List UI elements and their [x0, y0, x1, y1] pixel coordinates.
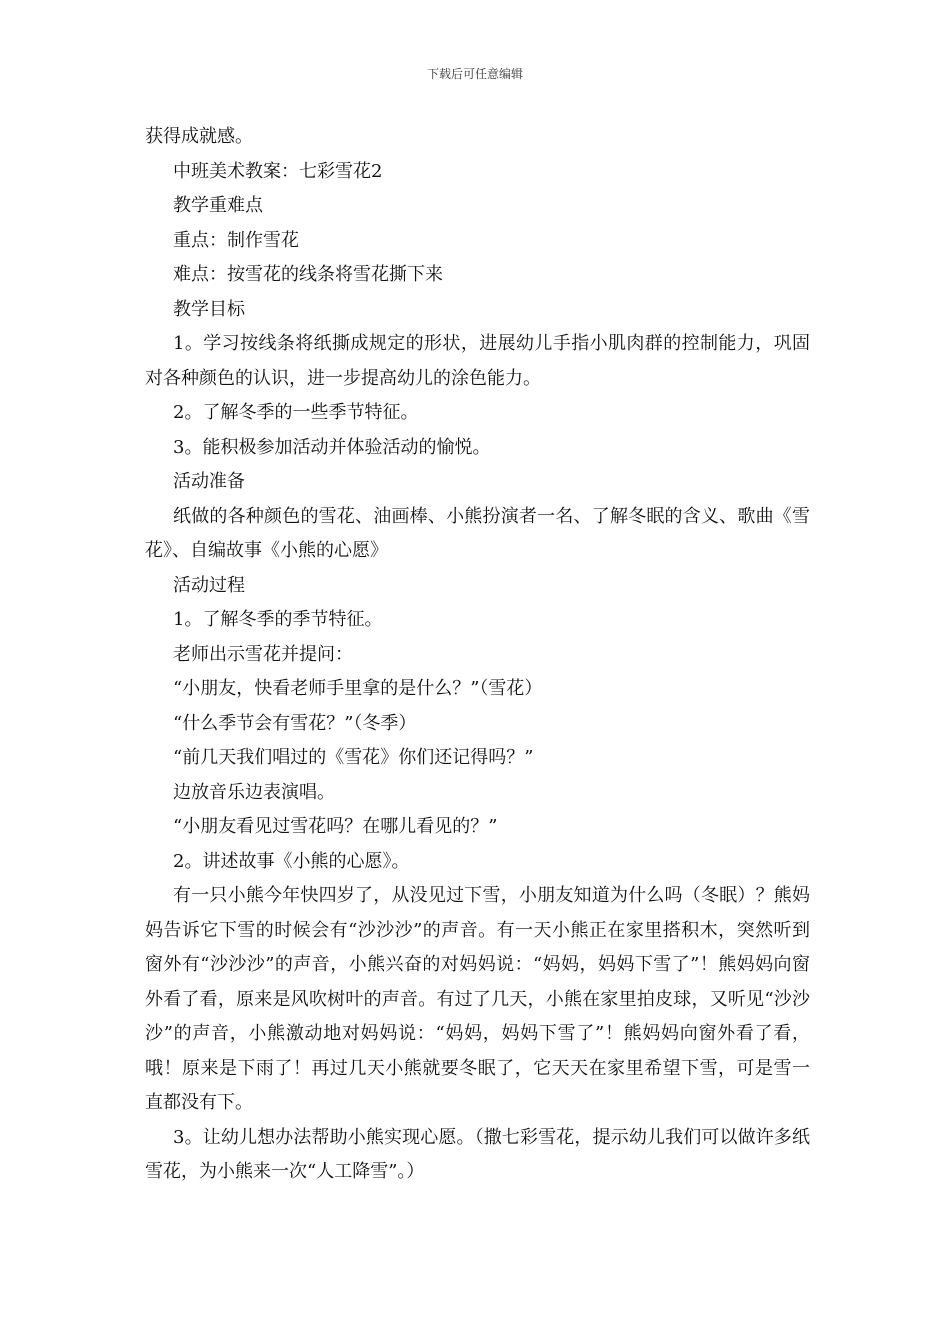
- paragraph: 老师出示雪花并提问：: [173, 643, 353, 665]
- section-heading: 教学目标: [173, 298, 245, 320]
- list-item: 2。了解冬季的一些季节特征。: [173, 402, 419, 423]
- list-item: 2。讲述故事《小熊的心愿》。: [173, 850, 410, 872]
- list-item: 3。让幼儿想办法帮助小熊实现心愿。（撒七彩雪花，提示幼儿我们可以做许多纸雪花，为小熊来一次“人工降雪”。）: [145, 1126, 810, 1182]
- quote-line: “什么季节会有雪花？”（冬季）: [173, 712, 417, 734]
- list-item: 3。能积极参加活动并体验活动的愉悦。: [173, 436, 491, 458]
- list-item: 1。了解冬季的季节特征。: [173, 609, 383, 630]
- story-paragraph: 有一只小熊今年快四岁了，从没见过下雪，小朋友知道为什么吗（冬眠）？熊妈妈告诉它下雪的时候会有“沙沙沙”的声音。有一天小熊正在家里搭积木，突然听到窗外有“沙沙沙”的声音，小熊兴奋的对妈妈说：“妈妈，妈妈下雪了”！熊妈妈向窗外看了看，原来是风吹树叶的声音。有过了几天，小熊在家里拍皮球，又听见“沙沙沙”的声音，小熊激动地对妈妈说：“妈妈，妈妈下雪了”！熊妈妈向窗外看了看，哦！原来是下雨了！再过几天小熊就要冬眠了，它天天在家里希望下雪，可是雪一直都没有下。: [145, 885, 810, 1113]
- paragraph: 边放音乐边表演唱。: [173, 781, 335, 803]
- section-heading: 教学重难点: [173, 195, 263, 216]
- paragraph: 获得成就感。: [145, 126, 253, 147]
- section-heading: 活动过程: [173, 574, 245, 596]
- list-item: 1。学习按线条将纸撕成规定的形状，进展幼儿手指小肌肉群的控制能力，巩固对各种颜色的认识，进一步提高幼儿的涂色能力。: [145, 333, 810, 389]
- quote-line: “小朋友看见过雪花吗？在哪儿看见的？”: [173, 816, 498, 837]
- quote-line: “小朋友，快看老师手里拿的是什么？”（雪花）: [173, 678, 543, 699]
- section-heading: 活动准备: [173, 471, 245, 492]
- document-body: [145, 120, 810, 1190]
- paragraph: 中班美术教案：七彩雪花2: [173, 160, 383, 182]
- paragraph: 难点：按雪花的线条将雪花撕下来: [173, 264, 443, 285]
- quote-line: “前几天我们唱过的《雪花》你们还记得吗？”: [173, 747, 534, 768]
- paragraph: 纸做的各种颜色的雪花、油画棒、小熊扮演者一名、了解冬眠的含义、歌曲《雪花》、自编故事《小熊的心愿》: [145, 505, 810, 561]
- page-header: 下载后可任意编辑: [426, 67, 523, 81]
- paragraph: 重点：制作雪花: [173, 229, 299, 251]
